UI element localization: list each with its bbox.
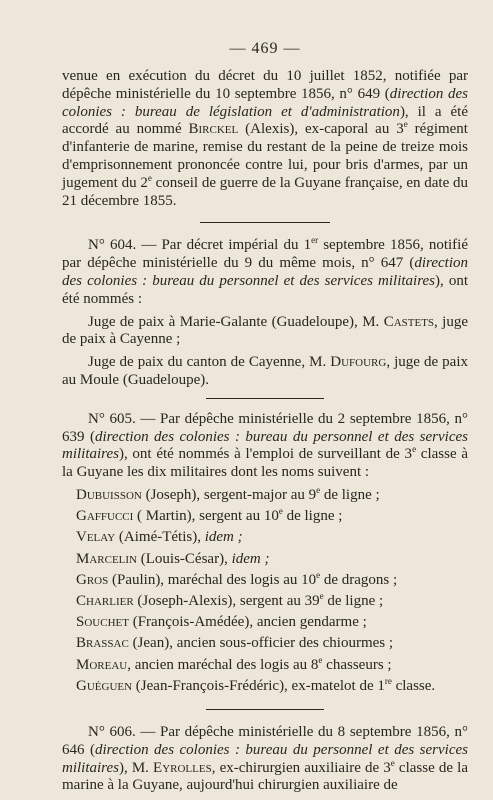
text: ), M. bbox=[118, 759, 154, 776]
list-item bbox=[62, 633, 468, 654]
person-name: Guéguen bbox=[76, 677, 133, 694]
superscript: e bbox=[147, 172, 152, 183]
text: septembre 1856, notifié par dépêche ministérielle du 9 du même mois, n° 647 ( bbox=[62, 237, 468, 272]
superscript: e bbox=[412, 444, 417, 455]
text: ), ont été nommés à l'emploi de surveillant de 3 bbox=[118, 446, 413, 463]
superscript: re bbox=[384, 675, 392, 686]
text: classe de la marine à la Guyane, aujourd'hui chirurgien auxiliaire de bbox=[62, 759, 468, 794]
text: ), il a été accordé au nommé bbox=[62, 103, 468, 138]
text: venue en exécution du décret du 10 juillet 1852, notifiée par dépêche ministérielle du 10 septembre 1856, n° 649 ( bbox=[62, 68, 468, 102]
text: ), ont été nommés : bbox=[62, 272, 468, 307]
text: classe à la Guyane les dix militaires dont les noms suivent : bbox=[62, 446, 468, 481]
text: Juge de paix à Marie-Galante (Guadeloupe), M. bbox=[88, 313, 384, 330]
person-name: Brassac bbox=[76, 635, 129, 652]
appointee-list bbox=[62, 485, 468, 697]
text: conseil de guerre de la Guyane française, en date du 21 décembre 1855. bbox=[62, 174, 468, 209]
italic-text: direction des colonies : bureau du personnel et des services militaires bbox=[62, 255, 468, 289]
text: , ancien maréchal des logis au 8 bbox=[127, 656, 319, 673]
superscript: e bbox=[403, 119, 408, 130]
list-item bbox=[62, 506, 468, 527]
section-divider bbox=[200, 222, 330, 223]
person-name: Gros bbox=[76, 571, 109, 588]
text: de ligne ; bbox=[282, 508, 343, 525]
text: , juge de paix au Moule (Guadeloupe). bbox=[62, 354, 469, 388]
paragraph-dufourg bbox=[62, 354, 468, 390]
list-item bbox=[62, 655, 468, 676]
person-name: Eyrolles bbox=[153, 759, 212, 776]
person-name: Birckel bbox=[188, 121, 239, 138]
italic-text: direction des colonies : bureau du personnel et des services militaires bbox=[62, 428, 468, 463]
italic-text: direction des colonies : bureau du personnel et des services militaires bbox=[62, 741, 468, 776]
italic-text: idem ; bbox=[204, 529, 243, 546]
list-item bbox=[62, 591, 468, 612]
paragraph-birckel bbox=[62, 68, 468, 210]
paragraph-no-605 bbox=[62, 411, 468, 482]
list-item bbox=[62, 612, 468, 633]
text: chasseurs ; bbox=[322, 656, 392, 673]
text: ( Martin), sergent au 10 bbox=[133, 508, 279, 525]
text: de ligne ; bbox=[320, 486, 380, 503]
superscript: e bbox=[319, 590, 324, 601]
list-item bbox=[62, 527, 468, 548]
italic-text: idem ; bbox=[231, 550, 270, 567]
superscript: er bbox=[311, 235, 319, 246]
text: classe. bbox=[391, 677, 436, 694]
text: (Paulin), maréchal des logis au 10 bbox=[108, 571, 317, 588]
text: Juge de paix du canton de Cayenne, M. bbox=[88, 354, 331, 371]
list-item bbox=[62, 549, 468, 570]
text: (Aimé-Tétis), bbox=[115, 529, 205, 546]
person-name: Souchet bbox=[76, 614, 129, 631]
text: N° 606. — Par dépêche ministérielle du 8 septembre 1856, n° 646 ( bbox=[62, 723, 468, 758]
paragraph-no-604 bbox=[62, 237, 468, 308]
text: (Alexis), ex-caporal au 3 bbox=[238, 121, 404, 138]
person-name: Charlier bbox=[76, 592, 134, 609]
person-name: Velay bbox=[76, 529, 116, 546]
text: de dragons ; bbox=[320, 571, 398, 588]
text: N° 605. — Par dépêche ministérielle du 2 septembre 1856, n° 639 ( bbox=[62, 410, 468, 445]
person-name: Gaffucci bbox=[76, 508, 134, 525]
text: , juge de paix à Cayenne ; bbox=[62, 313, 469, 348]
paragraph-castets bbox=[62, 314, 468, 350]
text: (Joseph), sergent-major au 9 bbox=[141, 486, 317, 503]
superscript: e bbox=[318, 654, 323, 665]
person-name: Dubuisson bbox=[76, 486, 142, 503]
text: (Joseph-Alexis), sergent au 39 bbox=[133, 592, 320, 609]
text: (Jean), ancien sous-officier des chiourmes ; bbox=[128, 635, 394, 652]
text: (François-Amédée), ancien gendarme ; bbox=[128, 614, 367, 631]
text: , ex-chirurgien auxiliaire de 3 bbox=[211, 759, 391, 776]
superscript: e bbox=[278, 506, 283, 517]
section-divider bbox=[206, 398, 324, 399]
superscript: e bbox=[316, 569, 321, 580]
superscript: e bbox=[316, 484, 321, 495]
list-item bbox=[62, 570, 468, 591]
text: (Louis-César), bbox=[137, 550, 232, 567]
text: régiment d'infanterie de marine, remise du restant de la peine de treize mois d'emprisonnement prononcée contre lui, pour bris d'armes, par un jugement du 2 bbox=[62, 121, 468, 191]
section-divider bbox=[206, 709, 324, 710]
person-name: Moreau bbox=[76, 656, 128, 673]
text: de ligne ; bbox=[323, 592, 384, 609]
person-name: Marcelin bbox=[76, 550, 138, 567]
list-item bbox=[62, 676, 468, 697]
page-number: — 469 — bbox=[229, 40, 301, 57]
list-item bbox=[62, 485, 468, 506]
text: N° 604. — Par décret impérial du 1 bbox=[88, 237, 312, 254]
text: (Jean-François-Frédéric), ex-matelot de 1 bbox=[132, 677, 385, 694]
person-name: Dufourg bbox=[330, 354, 387, 371]
superscript: e bbox=[390, 757, 395, 768]
paragraph-no-606 bbox=[62, 724, 468, 795]
italic-text: direction des colonies : bureau de législation et d'administration bbox=[62, 85, 468, 120]
person-name: Castets bbox=[383, 313, 435, 330]
